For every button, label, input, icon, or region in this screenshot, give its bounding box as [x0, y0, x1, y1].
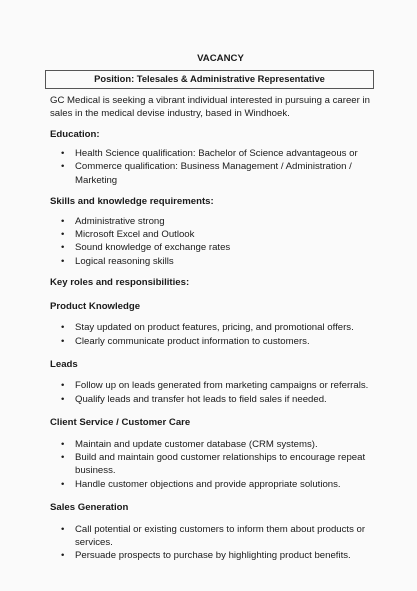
sales-heading: Sales Generation: [50, 502, 129, 514]
skills-list: [50, 215, 373, 269]
leads-list: [50, 379, 373, 406]
product-list: [50, 321, 373, 348]
skills-heading: Skills and knowledge requirements:: [50, 196, 214, 208]
list-item: • Build and maintain good customer relationships to encourage repeat business.: [50, 451, 373, 478]
list-item: • Microsoft Excel and Outlook: [50, 228, 373, 241]
roles-heading: Key roles and responsibilities:: [50, 277, 190, 289]
product-heading: Product Knowledge: [50, 300, 141, 312]
list-item: • Follow up on leads generated from marketing campaigns or referrals.: [50, 379, 373, 392]
list-item: • Sound knowledge of exchange rates: [50, 241, 373, 254]
list-item: • Qualify leads and transfer hot leads to field sales if needed.: [50, 393, 373, 406]
list-item: • Commerce qualification: Business Management / Administration / Marketing: [50, 160, 373, 187]
leads-heading: Leads: [50, 358, 78, 370]
list-item: • Maintain and update customer database (CRM systems).: [50, 438, 373, 451]
client-heading: Client Service / Customer Care: [50, 417, 191, 429]
list-item: • Persuade prospects to purchase by highlighting product benefits.: [50, 549, 373, 562]
list-item: • Logical reasoning skills: [50, 255, 373, 268]
list-item: • Stay updated on product features, pricing, and promotional offers.: [50, 321, 373, 334]
list-item: • Health Science qualification: Bachelor of Science advantageous or: [50, 147, 373, 160]
document-title: VACANCY: [197, 53, 244, 64]
education-list: [50, 147, 373, 187]
list-item: • Administrative strong: [50, 215, 373, 228]
education-heading: Education:: [50, 128, 100, 140]
list-item: • Handle customer objections and provide appropriate solutions.: [50, 478, 373, 491]
client-list: [50, 438, 373, 492]
list-item: • Clearly communicate product information to customers.: [50, 335, 373, 348]
position-title: Position: Telesales & Administrative Representative: [45, 70, 374, 88]
list-item: • Call potential or existing customers to inform them about products or services.: [50, 523, 373, 550]
intro-paragraph: GC Medical is seeking a vibrant individual interested in pursuing a career in sales in the medical devise industry, based in Windhoek.: [50, 94, 370, 120]
sales-list: [50, 523, 373, 563]
